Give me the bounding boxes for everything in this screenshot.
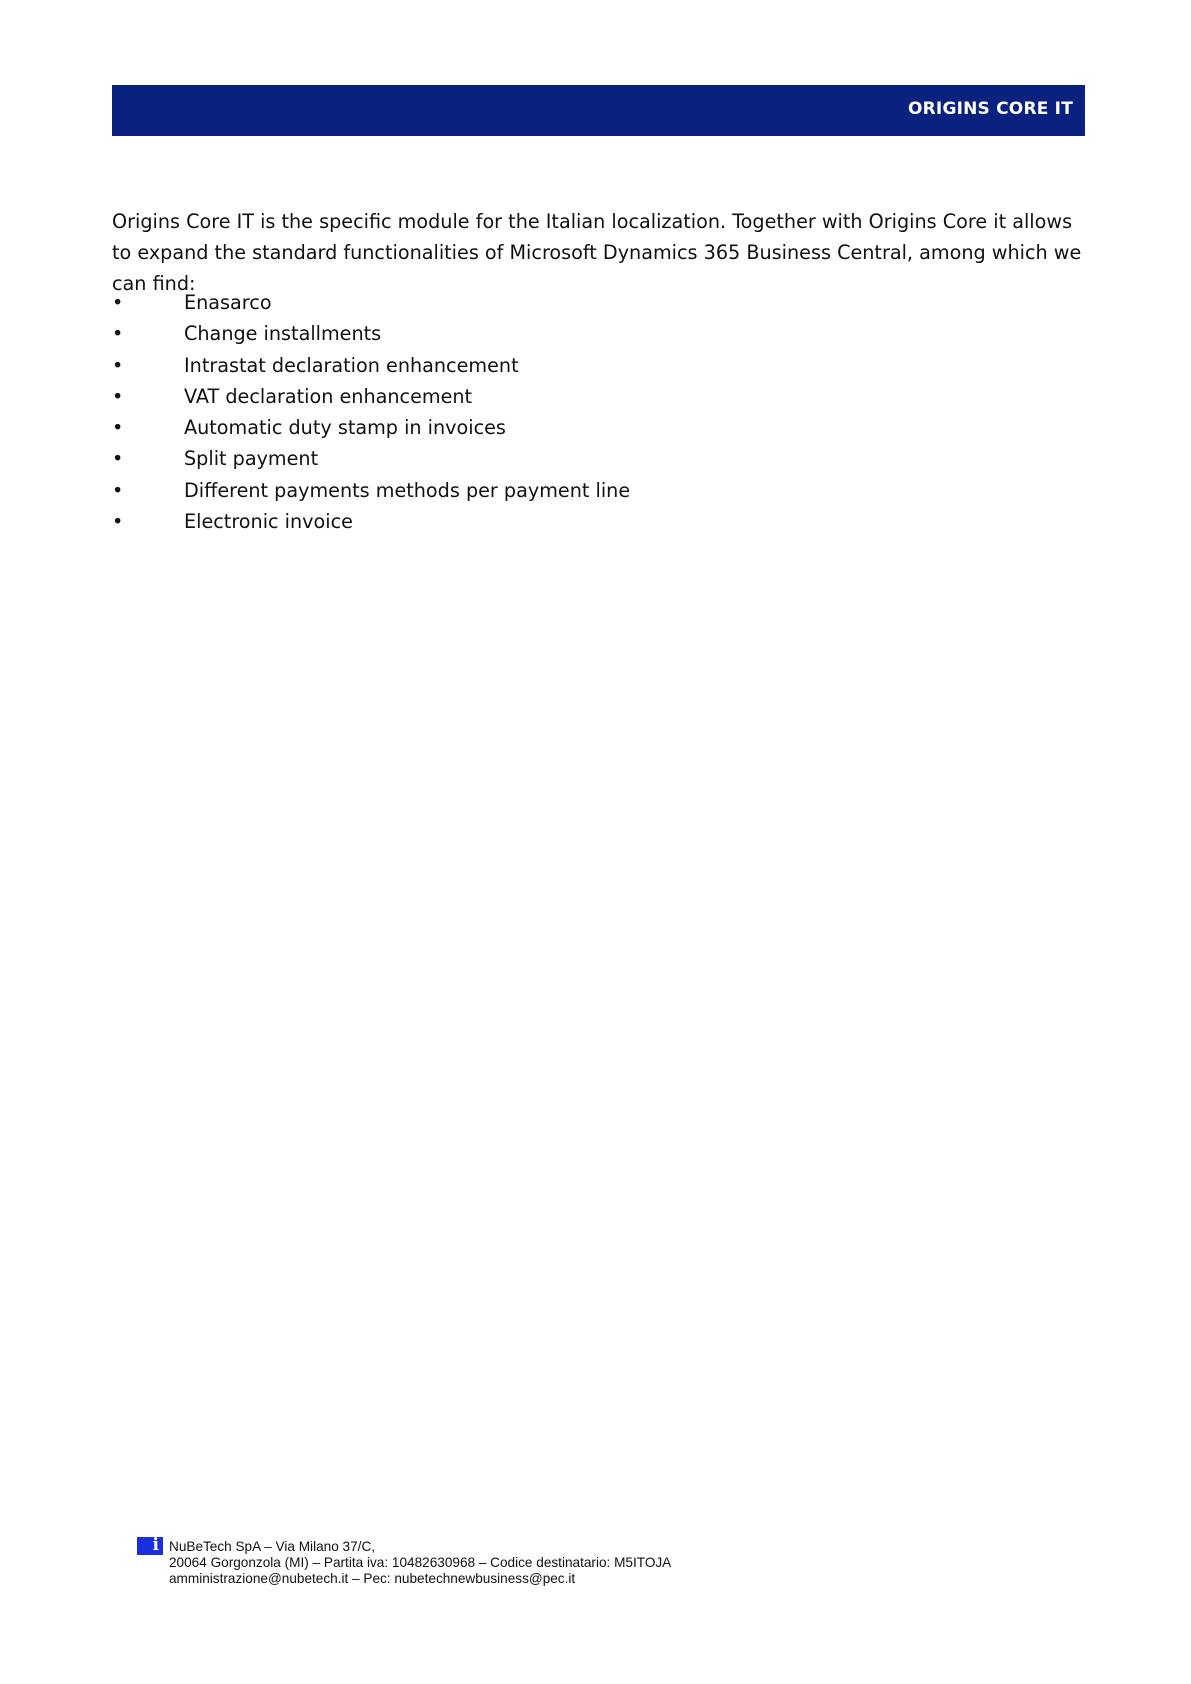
feature-label: Automatic duty stamp in invoices xyxy=(184,416,506,440)
bullet: • xyxy=(112,322,124,346)
feature-label: VAT declaration enhancement xyxy=(184,384,473,408)
intro-paragraph: Origins Core IT is the specific module for the Italian localization. Together with Origins Core it allows to expand the standard functionalities of Microsoft Dynamics 365 Business Central, among which we can find: xyxy=(112,210,1082,295)
bullet: • xyxy=(112,478,124,502)
bullet: • xyxy=(112,416,124,440)
bullet: • xyxy=(112,384,124,408)
footer-line-contacts: amministrazione@nubetech.it – Pec: nubetechnewbusiness@pec.it xyxy=(169,1571,576,1586)
footer-line-vat: 20064 Gorgonzola (MI) – Partita iva: 10482630968 – Codice destinatario: M5ITOJA xyxy=(169,1555,672,1570)
feature-label: Intrastat declaration enhancement xyxy=(184,353,519,377)
feature-label: Change installments xyxy=(184,322,382,346)
feature-label: Split payment xyxy=(184,447,319,471)
bullet: • xyxy=(112,510,124,534)
feature-label: Enasarco xyxy=(184,291,272,314)
info-icon-glyph: i xyxy=(152,1535,159,1555)
bullet: • xyxy=(112,291,124,314)
info-icon xyxy=(137,1537,163,1555)
feature-label: Different payments methods per payment line xyxy=(184,478,631,502)
bullet: • xyxy=(112,447,124,471)
footer-line-company: NuBeTech SpA – Via Milano 37/C, xyxy=(169,1539,376,1554)
feature-label: Electronic invoice xyxy=(184,510,353,534)
header-bar xyxy=(112,85,1085,136)
page-title: ORIGINS CORE IT xyxy=(907,99,1073,119)
bullet: • xyxy=(112,353,124,377)
footer-address xyxy=(169,1539,671,1587)
